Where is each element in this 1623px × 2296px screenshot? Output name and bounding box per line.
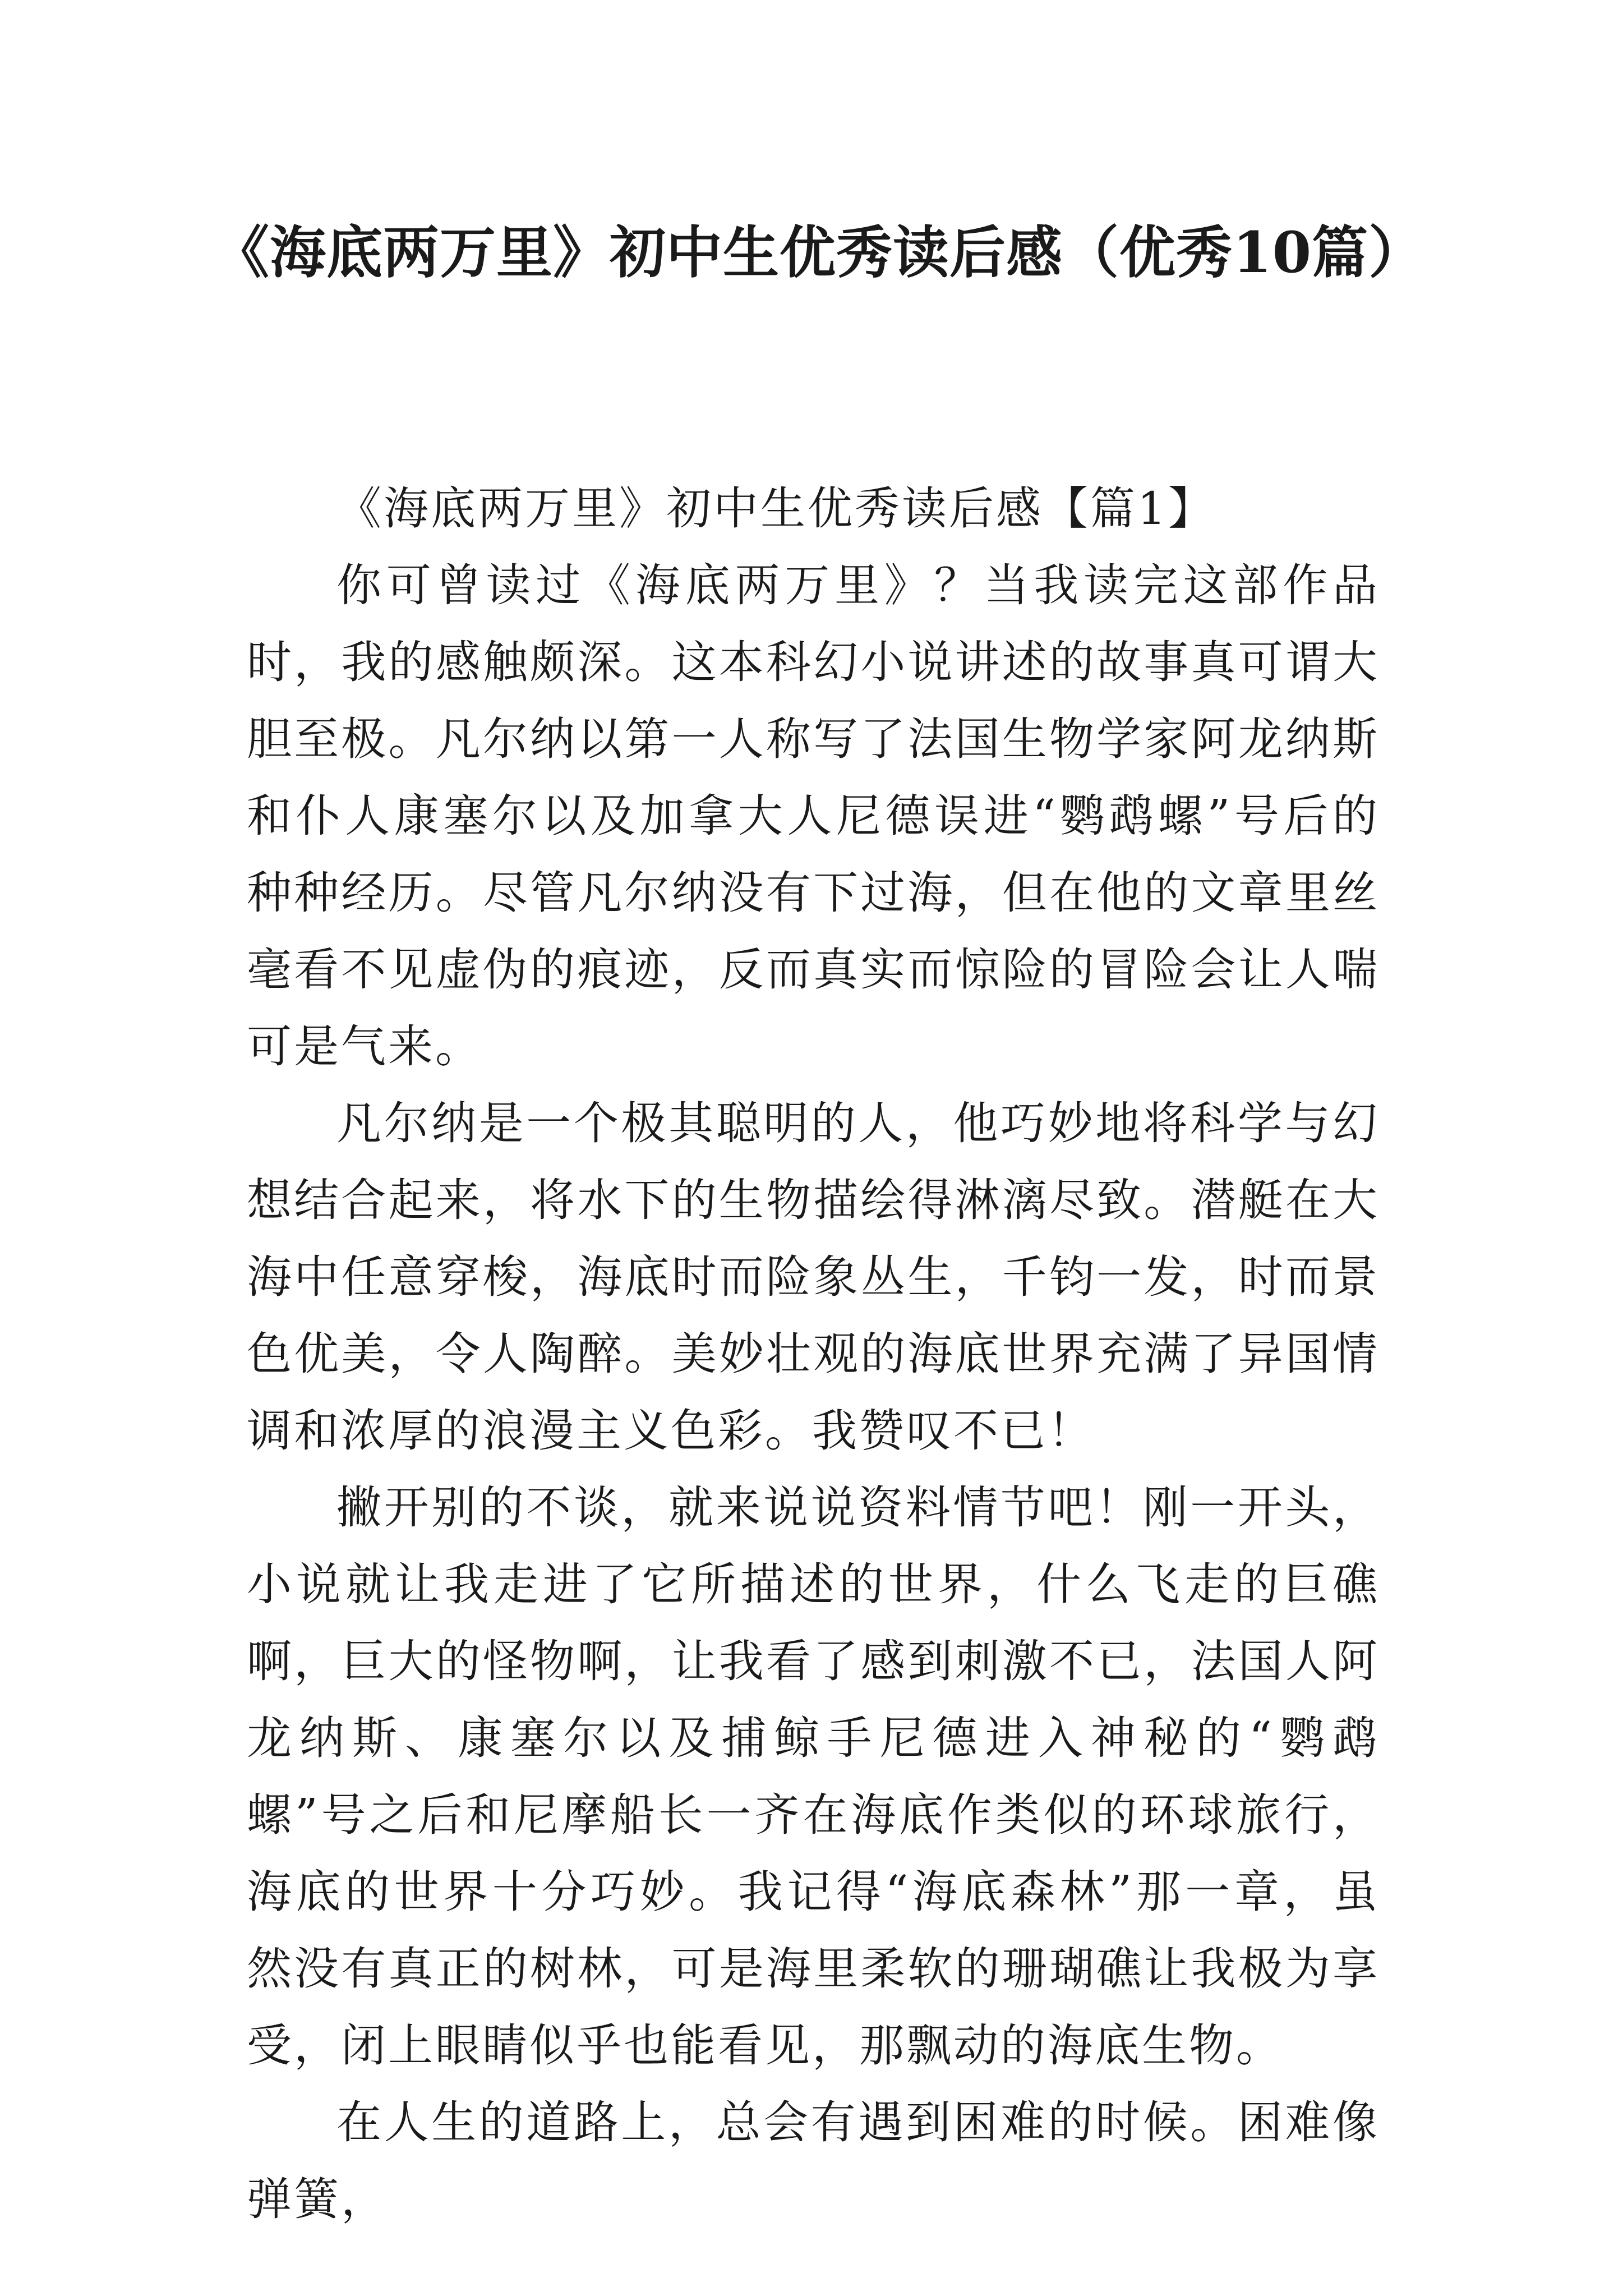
document-body [247, 470, 1380, 2238]
document-title: 《海底两万里》初中生优秀读后感（优秀10篇） [213, 219, 1426, 286]
paragraph-3: 撇开别的不谈，就来说说资料情节吧！刚一开头，小说就让我走进了它所描述的世界，什么飞走的巨礁啊，巨大的怪物啊，让我看了感到刺激不已，法国人阿龙纳斯、康塞尔以及捕鲸手尼德进入神秘的“鹦鹉螺”号之后和尼摩船长一齐在海底作类似的环球旅行，海底的世界十分巧妙。我记得“海底森林”那一章，虽然没有真正的树林，可是海里柔软的珊瑚礁让我极为享受，闭上眼睛似乎也能看见，那飘动的海底生物。 [247, 1481, 1380, 2072]
paragraph-2: 凡尔纳是一个极其聪明的人，他巧妙地将科学与幻想结合起来，将水下的生物描绘得淋漓尽致。潜艇在大海中任意穿梭，海底时而险象丛生，千钧一发，时而景色优美，令人陶醉。美妙壮观的海底世界充满了异国情调和浓厚的浪漫主义色彩。我赞叹不已！ [247, 1097, 1380, 1457]
section-heading: 《海底两万里》初中生优秀读后感【篇1】 [336, 482, 1215, 535]
paragraph-1: 你可曾读过《海底两万里》？当我读完这部作品时，我的感触颇深。这本科幻小说讲述的故事真可谓大胆至极。凡尔纳以第一人称写了法国生物学家阿龙纳斯和仆人康塞尔以及加拿大人尼德误进“鹦鹉螺”号后的种种经历。尽管凡尔纳没有下过海，但在他的文章里丝毫看不见虚伪的痕迹，反而真实而惊险的冒险会让人喘可是气来。 [247, 559, 1380, 1073]
paragraph-4: 在人生的道路上，总会有遇到困难的时候。困难像弹簧， [247, 2096, 1380, 2225]
